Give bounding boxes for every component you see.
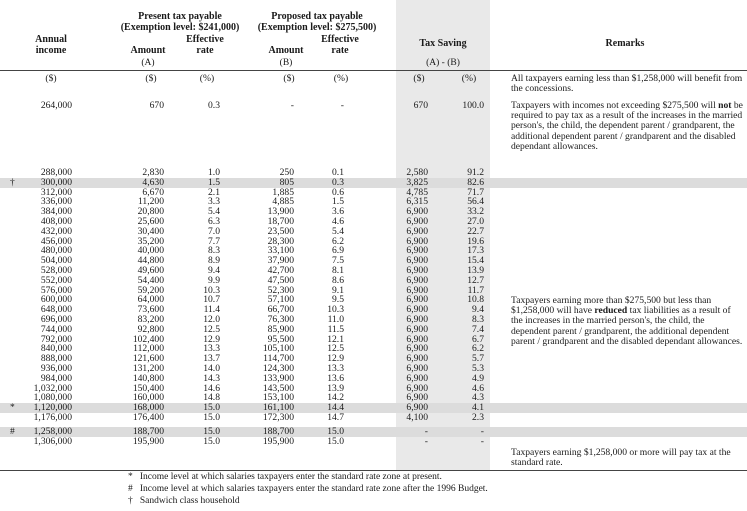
cell-sp: 11.7	[467, 284, 484, 296]
cell-qa: 52,300	[267, 284, 294, 296]
cell-qr: 0.3	[332, 176, 344, 188]
cell-qa: 37,900	[267, 255, 294, 267]
cell-income: 744,000	[40, 323, 72, 335]
cell-sa: 3,825	[406, 176, 428, 188]
header-rule	[0, 70, 747, 71]
cell-qa: 18,700	[267, 216, 294, 227]
cell-pa: 4,630	[142, 176, 164, 188]
header-proposed-tax: Proposed tax payable (Exemption level: $275,500)	[257, 11, 377, 33]
cell-pr: 7.0	[208, 225, 220, 237]
header-present-tax: Present tax payable (Exemption level: $241,000)	[120, 11, 240, 33]
cell-qr: 14.4	[327, 402, 344, 414]
cell-qa: 4,885	[272, 196, 294, 208]
table-row	[0, 246, 747, 256]
cell-sa: 6,900	[406, 265, 428, 276]
cell-pa: 121,600	[132, 353, 164, 365]
cell-qr: 13.6	[327, 372, 344, 384]
cell-sa: 6,315	[406, 196, 428, 208]
cell-qa: 76,300	[267, 314, 294, 325]
cell-pr: 15.0	[203, 402, 220, 414]
table-row	[0, 437, 747, 447]
cell-qr: 12.9	[327, 353, 344, 365]
cell-sp: 2.3	[472, 412, 484, 423]
header-col-a: (A)	[141, 58, 155, 68]
header-present-rate: Effective rate	[186, 34, 224, 56]
cell-sa: 6,900	[406, 353, 428, 365]
cell-pr: 14.6	[203, 382, 220, 394]
cell-income: 792,000	[40, 333, 72, 345]
cell-sp: 15.4	[467, 255, 484, 267]
cell-pr: 1.5	[208, 176, 220, 188]
header-present-amount: Amount	[130, 45, 166, 56]
cell-income: 552,000	[40, 274, 72, 286]
bottom-rule	[0, 470, 747, 471]
cell-income: 576,000	[40, 284, 72, 296]
cell-sa: 6,900	[406, 392, 428, 404]
cell-sa: 6,900	[406, 382, 428, 394]
cell-income: 648,000	[40, 304, 72, 316]
cell-pa: 64,000	[137, 294, 164, 306]
table-row	[0, 266, 747, 276]
cell-income: 1,120,000	[33, 402, 72, 414]
cell-sp: 4.1	[472, 402, 484, 414]
cell-income: 432,000	[40, 225, 72, 237]
cell-sa: 6,900	[406, 323, 428, 335]
cell-pa: 44,800	[137, 255, 164, 267]
cell-sa: 6,900	[406, 255, 428, 267]
cell-qr: 13.3	[327, 363, 344, 374]
cell-sp: 33.2	[467, 206, 484, 218]
table-row	[0, 217, 747, 227]
cell-pa: 112,000	[133, 343, 164, 355]
header-proposed-amount: Amount	[268, 45, 304, 56]
units-row: ($) ($) (%) ($) (%) ($) (%)	[45, 73, 477, 84]
cell-pr: 14.3	[203, 372, 220, 384]
cell-sa: 6,900	[406, 206, 428, 218]
cell-qa: 28,300	[267, 235, 294, 247]
cell-sa: 6,900	[406, 304, 428, 316]
cell-pa: 73,600	[137, 304, 164, 316]
cell-sa: 4,785	[406, 186, 428, 198]
cell-sp: 5.7	[472, 353, 484, 365]
cell-sp: 10.8	[467, 294, 484, 306]
cell-pa: 188,700	[132, 425, 164, 437]
cell-sp: 5.3	[472, 363, 484, 374]
footnote-star: * Income level at which salaries taxpayers enter the standard rate zone at present.	[128, 472, 442, 482]
cell-sa: 6,900	[406, 333, 428, 345]
cell-pa: 6,670	[142, 186, 164, 198]
cell-qr: 12.5	[327, 343, 344, 355]
cell-pa: 92,800	[137, 323, 164, 335]
cell-pa: 83,200	[137, 314, 164, 325]
cell-qa: 47,500	[267, 274, 294, 286]
cell-pr: 3.3	[208, 196, 220, 208]
cell-sa: 2,580	[406, 167, 428, 178]
cell-qa: 13,900	[267, 206, 294, 218]
cell-sp: 27.0	[467, 216, 484, 227]
cell-sa: 6,900	[406, 235, 428, 247]
table-row: 264,000 670 0.3 - - 670 100.0	[40, 100, 484, 111]
cell-pa: 2,830	[142, 167, 164, 178]
cell-income: 528,000	[40, 265, 72, 276]
header-remarks: Remarks	[605, 38, 645, 49]
cell-pr: 11.4	[203, 304, 220, 316]
cell-sa: 6,900	[406, 372, 428, 384]
cell-income: 1,080,000	[33, 392, 72, 404]
header-col-a-minus-b: (A) - (B)	[426, 58, 460, 68]
cell-sa: 6,900	[406, 402, 428, 414]
cell-qr: 15.0	[327, 435, 344, 447]
cell-qr: 10.3	[327, 304, 344, 316]
cell-qr: 3.6	[332, 206, 344, 218]
cell-pa: 30,400	[137, 225, 164, 237]
cell-pr: 1.0	[208, 167, 220, 178]
cell-qa: 114,700	[263, 353, 294, 365]
cell-sp: -	[480, 425, 484, 437]
cell-sa: -	[424, 435, 428, 447]
table-row	[0, 168, 747, 178]
cell-pr: 9.9	[208, 274, 220, 286]
cell-pr: 2.1	[208, 186, 220, 198]
cell-qr: 6.2	[332, 235, 344, 247]
cell-pa: 102,400	[132, 333, 164, 345]
cell-sa: 4,100	[406, 412, 428, 423]
cell-income: 1,032,000	[33, 382, 72, 394]
cell-qr: 0.1	[332, 167, 344, 178]
cell-qa: 33,100	[267, 245, 294, 257]
cell-pa: 49,600	[137, 265, 164, 276]
cell-qa: 23,500	[267, 225, 294, 237]
cell-pa: 25,600	[137, 216, 164, 227]
cell-income: 984,000	[40, 372, 72, 384]
cell-sp: 6.2	[472, 343, 484, 355]
cell-qa: 85,900	[267, 323, 294, 335]
table-row	[0, 413, 747, 423]
cell-sa: 6,900	[406, 216, 428, 227]
cell-income: 300,000	[40, 176, 72, 188]
table-row	[0, 354, 747, 364]
cell-pr: 15.0	[203, 425, 220, 437]
table-row	[0, 178, 747, 188]
cell-qa: 161,100	[262, 402, 294, 414]
table-row	[0, 276, 747, 286]
cell-pr: 13.3	[203, 343, 220, 355]
cell-qa: 188,700	[262, 425, 294, 437]
cell-income: 504,000	[40, 255, 72, 267]
table-row	[0, 256, 747, 266]
cell-pr: 15.0	[203, 435, 220, 447]
cell-qa: 105,100	[262, 343, 294, 355]
cell-pr: 12.9	[203, 333, 220, 345]
cell-pa: 195,900	[132, 435, 164, 447]
cell-sa: -	[424, 425, 428, 437]
cell-qr: 11.5	[327, 323, 344, 335]
cell-qr: 0.6	[332, 186, 344, 198]
table-row	[0, 227, 747, 237]
cell-pr: 15.0	[203, 412, 220, 423]
cell-sp: 4.9	[472, 372, 484, 384]
cell-qa: 133,900	[262, 372, 294, 384]
remark-standard-rate: Taxpayers earning $1,258,000 or more will pay tax at the standard rate.	[511, 447, 731, 469]
cell-income: 936,000	[40, 363, 72, 374]
cell-qr: 11.0	[327, 314, 344, 325]
cell-pr: 8.9	[208, 255, 220, 267]
cell-pa: 168,000	[132, 402, 164, 414]
cell-qr: 8.6	[332, 274, 344, 286]
cell-sp: 12.7	[467, 274, 484, 286]
cell-income: 480,000	[40, 245, 72, 257]
cell-income: 1,258,000	[33, 425, 72, 437]
cell-qa: 1,885	[272, 186, 294, 198]
cell-pr: 13.7	[203, 353, 220, 365]
footnote-hash: # Income level at which salaries taxpayers enter the standard rate zone after the 1996 Budget.	[128, 484, 488, 494]
cell-qr: 5.4	[332, 225, 344, 237]
cell-qr: 9.5	[332, 294, 344, 306]
cell-income: 408,000	[40, 216, 72, 227]
remark-reduced-tax: Taxpayers earning more than $275,500 but less than $1,258,000 will have reduced tax liabilities as a result of the increases in the married person's, the child, the dependent parent / grandparent, the additional dependent parent / grandparent and the disabled dependant allowances.	[511, 295, 743, 347]
cell-sa: 6,900	[406, 294, 428, 306]
table-row	[0, 427, 747, 437]
table-row	[0, 207, 747, 217]
cell-pr: 14.0	[203, 363, 220, 374]
cell-sp: 17.3	[467, 245, 484, 257]
row-marker: *	[10, 403, 15, 414]
cell-qa: 57,100	[267, 294, 294, 306]
cell-sp: 22.7	[467, 225, 484, 237]
table-row	[0, 384, 747, 394]
header-annual-income: Annual income	[35, 34, 67, 56]
cell-income: 456,000	[40, 235, 72, 247]
cell-pr: 12.5	[203, 323, 220, 335]
cell-income: 600,000	[40, 294, 72, 306]
cell-qa: 42,700	[267, 265, 294, 276]
cell-pa: 35,200	[137, 235, 164, 247]
cell-qa: 805	[279, 176, 294, 188]
cell-sa: 6,900	[406, 363, 428, 374]
cell-qr: 15.0	[327, 425, 344, 437]
cell-income: 888,000	[40, 353, 72, 365]
cell-pa: 140,800	[132, 372, 164, 384]
cell-income: 1,306,000	[33, 435, 72, 447]
cell-sp: 4.6	[472, 382, 484, 394]
cell-sa: 6,900	[406, 274, 428, 286]
header-col-b: (B)	[279, 58, 293, 68]
cell-sp: -	[480, 435, 484, 447]
header-tax-saving: Tax Saving	[419, 38, 467, 49]
cell-pa: 150,400	[132, 382, 164, 394]
cell-sa: 6,900	[406, 343, 428, 355]
cell-sa: 6,900	[406, 284, 428, 296]
cell-pr: 10.3	[203, 284, 220, 296]
table-row	[0, 393, 747, 403]
cell-pa: 20,800	[137, 206, 164, 218]
cell-income: 288,000	[40, 167, 72, 178]
cell-sp: 91.2	[467, 167, 484, 178]
cell-qa: 153,100	[262, 392, 294, 404]
cell-qa: 172,300	[262, 412, 294, 423]
table-row	[0, 197, 747, 207]
cell-qa: 195,900	[262, 435, 294, 447]
cell-pa: 176,400	[132, 412, 164, 423]
cell-qa: 66,700	[267, 304, 294, 316]
row-marker: #	[10, 426, 15, 437]
cell-sa: 6,900	[406, 225, 428, 237]
cell-sp: 7.4	[472, 323, 484, 335]
header-proposed-rate: Effective rate	[321, 34, 359, 56]
cell-qr: 4.6	[332, 216, 344, 227]
table-row	[0, 374, 747, 384]
cell-sa: 6,900	[406, 245, 428, 257]
cell-sa: 6,900	[406, 314, 428, 325]
cell-qa: 250	[279, 167, 294, 178]
cell-pa: 11,200	[137, 196, 164, 208]
table-row	[0, 403, 747, 413]
cell-sp: 4.3	[472, 392, 484, 404]
cell-pr: 6.3	[208, 216, 220, 227]
row-marker: †	[10, 177, 15, 188]
footnote-dagger: † Sandwich class household	[128, 496, 240, 506]
cell-sp: 71.7	[467, 186, 484, 198]
cell-qr: 7.5	[332, 255, 344, 267]
cell-qr: 14.7	[327, 412, 344, 423]
cell-qr: 9.1	[332, 284, 344, 296]
cell-pr: 7.7	[208, 235, 220, 247]
cell-qa: 124,300	[262, 363, 294, 374]
cell-pr: 12.0	[203, 314, 220, 325]
cell-qr: 12.1	[327, 333, 344, 345]
cell-qr: 1.5	[332, 196, 344, 208]
cell-qr: 8.1	[332, 265, 344, 276]
cell-income: 336,000	[40, 196, 72, 208]
cell-qa: 143,500	[262, 382, 294, 394]
cell-sp: 82.6	[467, 176, 484, 188]
cell-pr: 8.3	[208, 245, 220, 257]
cell-income: 1,176,000	[33, 412, 72, 423]
cell-pr: 5.4	[208, 206, 220, 218]
remark-no-tax: Taxpayers with incomes not exceeding $275,500 will not be required to pay tax as a result of the increases in the married person's, the child, the dependent parent / grandparent, the additional dependent parent / grandparent and the disabled dependant allowances.	[511, 100, 743, 152]
cell-sp: 56.4	[467, 196, 484, 208]
cell-pr: 10.7	[203, 294, 220, 306]
cell-income: 312,000	[40, 186, 72, 198]
cell-pa: 160,000	[132, 392, 164, 404]
cell-pa: 131,200	[132, 363, 164, 374]
cell-income: 384,000	[40, 206, 72, 218]
table-row	[0, 237, 747, 247]
cell-sp: 13.9	[467, 265, 484, 276]
cell-sp: 19.6	[467, 235, 484, 247]
table-row	[0, 364, 747, 374]
cell-income: 696,000	[40, 314, 72, 325]
cell-qr: 13.9	[327, 382, 344, 394]
cell-pr: 14.8	[203, 392, 220, 404]
table-row	[0, 188, 747, 198]
cell-qr: 14.2	[327, 392, 344, 404]
remark-all-benefit: All taxpayers earning less than $1,258,000 will benefit from the concessions.	[511, 73, 743, 95]
cell-pr: 9.4	[208, 265, 220, 276]
cell-pa: 59,200	[137, 284, 164, 296]
cell-qr: 6.9	[332, 245, 344, 257]
cell-income: 840,000	[40, 343, 72, 355]
cell-pa: 54,400	[137, 274, 164, 286]
cell-qa: 95,500	[267, 333, 294, 345]
cell-sp: 9.4	[472, 304, 484, 316]
cell-pa: 40,000	[137, 245, 164, 257]
cell-sp: 6.7	[472, 333, 484, 345]
cell-sp: 8.3	[472, 314, 484, 325]
